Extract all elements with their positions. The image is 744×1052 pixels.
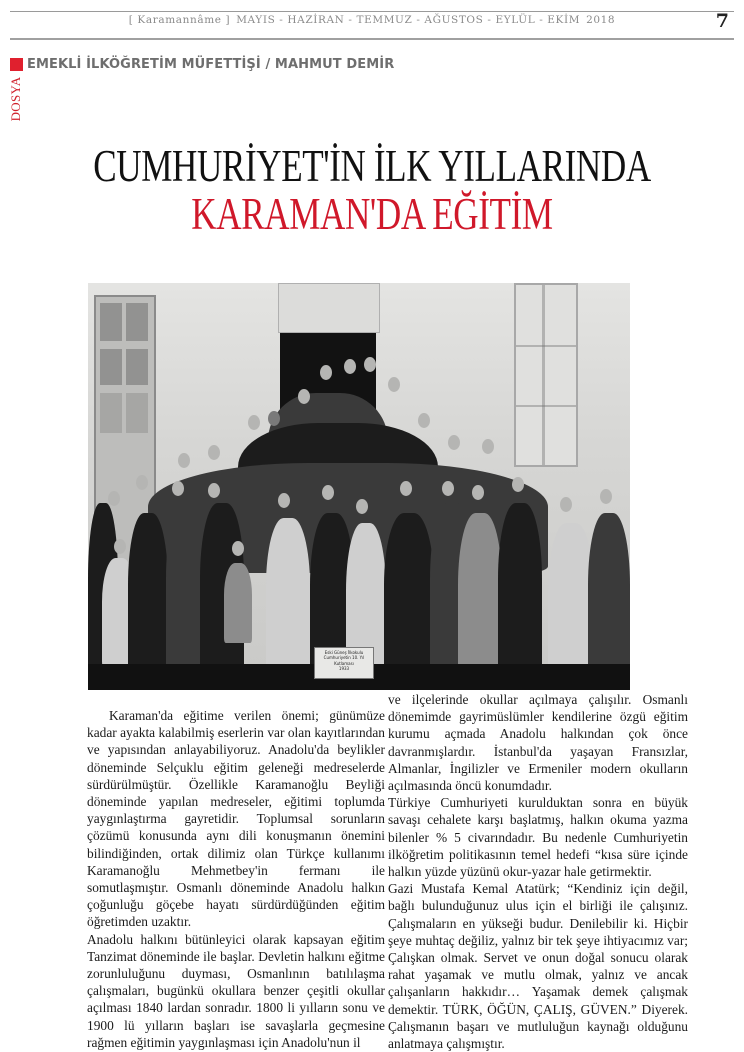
historical-group-photo — [88, 283, 630, 690]
running-header — [0, 14, 744, 26]
photo-door-transom — [278, 283, 380, 333]
headline-line-1: CUMHURİYET'İN İLK YILLARINDA — [93, 141, 651, 191]
header-rule-bottom — [10, 38, 734, 40]
placard-line: Kutlaması — [334, 660, 354, 666]
article-paragraph: Karaman'da eğitime verilen önemi; günümüze kadar ayakta kalabilmiş eserlerin var olan kayıtlarından ve yapısından anlayabiliyoruz. Anadolu'da beylikler döneminde Selçuklu eğitim geleneği medreselerde sürdürülmüştür. Özellikle Karamanoğlu Beyliği döneminde yapılan medreseler, eğitimi toplumda yaygınlaştırma gayretidir. Toplumsal sorunların çözümü konusunda aynı dili konuşmanın önemini bilindiğinden, ortak dilimiz olan Türkçe kullanımı Karamanoğlu Mehmetbey'in fermanı ile somutlaşmıştır. Osmanlı döneminde Anadolu halkın çoğunluğu göçebe hayatı sürdürdüğünden eğitim öğretimden uzaktır. — [87, 708, 385, 930]
header-rule-top — [10, 11, 734, 12]
article-column-left — [87, 707, 385, 1051]
article-paragraph: Gazi Mustafa Kemal Atatürk; “Kendiniz için değil, bağlı bulunduğunuz ulus için el birliği ile çalışınız. Çalışmaların en yükseği budur. Denilebilir ki. Hiçbir şeye muhtaç değiliz, yalnız bir tek şeye ihtiyacımız var; Çalışkan olmak. Servet ve onun doğal sonucu olarak rahat yaşamak ve mutlu olmak, yalnız ve ancak çalışanların hakkıdır… Yaşamak demek çalışmak demektir. TÜRK, ÖĞÜN, ÇALIŞ, GÜVEN.” Diyerek. Çalışmanın başarı ve mutluluğun kaynağı olduğunu anlatmaya çalışmıştır. — [388, 881, 688, 1052]
placard-line: Cumhuriyetin 10. Yıl — [323, 655, 365, 661]
author-byline: EMEKLİ İLKÖĞRETİM MÜFETTİŞİ / MAHMUT DEMİR — [27, 57, 395, 72]
publication-name: [ Karamannâme ] — [128, 14, 231, 26]
photo-placard — [314, 647, 374, 679]
section-marker-icon — [10, 58, 23, 71]
photo-crowd — [88, 353, 630, 690]
headline-line-2: KARAMAN'DA EĞİTİM — [191, 189, 553, 239]
placard-line: 1933 — [338, 666, 350, 672]
placard-line: Eski Güneş İlkokulu — [324, 650, 364, 655]
article-paragraph: ve ilçelerinde okullar açılmaya çalışılır. Osmanlı dönemimde gayrimüslümler kendilerine özgü eğitim kurumu açmada Anadolu halkından çok önce davranmışlardır. İstanbul'da yaşayan Fransızlar, Almanlar, İngilizler ve Ermeniler modern okulların açılmasında öncü konumdadır. — [388, 692, 688, 794]
issue-months: MAYIS - HAZİRAN - TEMMUZ - AĞUSTOS - EYLÜL - EKİM — [236, 14, 581, 26]
issue-year: 2018 — [586, 14, 616, 26]
page-number: 7 — [715, 10, 729, 32]
article-paragraph: Türkiye Cumhuriyeti kurulduktan sonra en büyük savaşı cehalete karşı başlatmış, halkın okuma yazma bilenler % 5 civarındadır. Bu nedenle Cumhuriyetin ilköğretim politikasının temel hedefi “kısa süre içinde halkın yüzde yüzünü okur-yazar hale getirmektir. — [388, 795, 688, 880]
section-tab — [8, 78, 24, 120]
article-column-right — [388, 691, 688, 1052]
section-label: DOSYA — [8, 76, 23, 122]
article-paragraph: Anadolu halkını bütünleyici olarak kapsayan eğitim Tanzimat döneminde ile başlar. Devletin halkını eğitme zorunluluğunu duyması, Osmanlının batılılaşma çalışmaları, bugünkü okullara benzer çeşitli okullar açılması 1840 lardan sonradır. 1800 li yılların sonu ve 1900 lü yılların başları ise savaşlarla geçmesine rağmen eğitimin yaygınlaşması için Anadolu'nun il — [87, 931, 385, 1050]
